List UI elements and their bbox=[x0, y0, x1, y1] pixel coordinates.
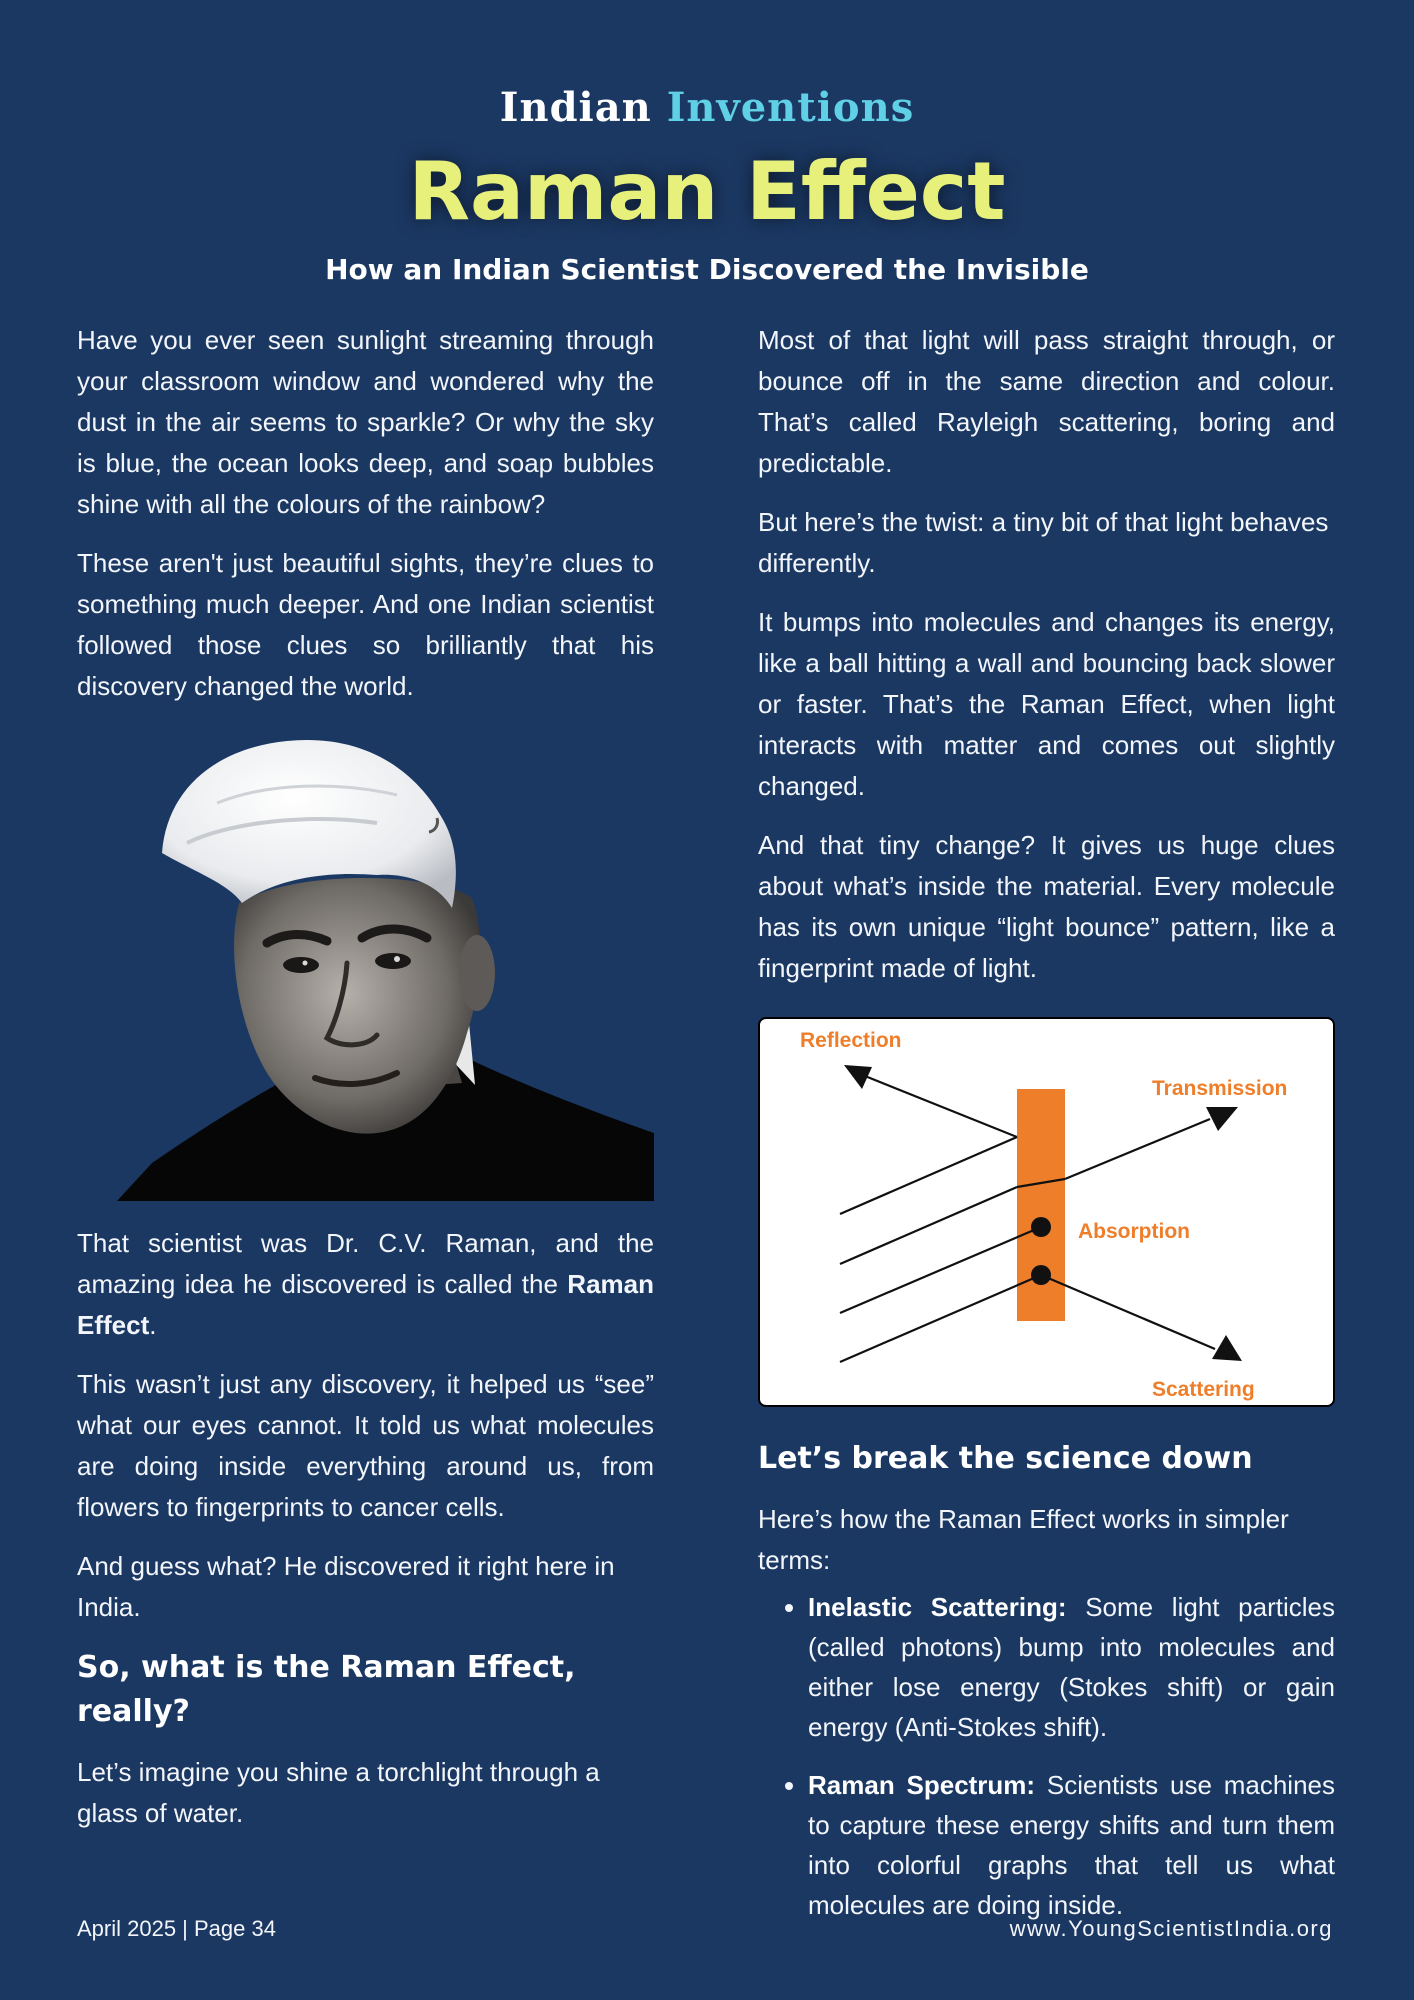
raman-effect-bold: Raman Effect bbox=[77, 1269, 654, 1340]
kicker-word-indian: Indian bbox=[499, 84, 652, 131]
section-kicker bbox=[0, 80, 1414, 136]
ray-line bbox=[840, 1227, 1041, 1313]
bullet-inelastic-scattering bbox=[808, 1587, 1335, 1747]
bullet-text: Scientists use machines to capture these energy shifts and turn them into colorful graphs that tell us what molecules are doing inside. bbox=[808, 1770, 1335, 1920]
scattering-arrowhead bbox=[1212, 1335, 1242, 1361]
absorption-dot bbox=[1031, 1217, 1051, 1237]
transmission-label: Transmission bbox=[1152, 1077, 1288, 1100]
break-down-heading: Let’s break the science down bbox=[758, 1441, 1253, 1476]
ray-line bbox=[840, 1137, 1017, 1214]
diagram-svg bbox=[760, 1019, 1333, 1405]
light-interaction-diagram bbox=[758, 1017, 1335, 1407]
portrait-illustration bbox=[77, 733, 654, 1201]
bullet-raman-spectrum bbox=[808, 1765, 1335, 1925]
twist-paragraph: But here’s the twist: a tiny bit of that light behaves differently. bbox=[758, 507, 1329, 578]
torchlight-paragraph: Let’s imagine you shine a torchlight through a glass of water. bbox=[77, 1757, 600, 1828]
raman-intro-period: . bbox=[149, 1310, 157, 1340]
raman-intro-text: That scientist was Dr. C.V. Raman, and the amazing idea he discovered is called the bbox=[77, 1228, 654, 1299]
clues-paragraph: These aren't just beautiful sights, they’re clues to something much deeper. And one Indian scientist followed those clues so brilliantly that his discovery changed the world. bbox=[77, 548, 654, 701]
material-slab bbox=[1017, 1089, 1065, 1321]
cv-raman-portrait bbox=[77, 733, 654, 1201]
left-column bbox=[77, 320, 654, 1852]
scattering-label: Scattering bbox=[1152, 1378, 1255, 1401]
reflection-label: Reflection bbox=[800, 1029, 902, 1052]
bullet-term: Inelastic Scattering: bbox=[808, 1592, 1067, 1622]
kicker-word-inventions: Inventions bbox=[666, 84, 915, 131]
page-subtitle: How an Indian Scientist Discovered the Invisible bbox=[325, 253, 1089, 286]
raman-intro-paragraph bbox=[77, 1223, 654, 1346]
simpler-terms-paragraph: Here’s how the Raman Effect works in simpler terms: bbox=[758, 1504, 1289, 1575]
what-is-heading: So, what is the Raman Effect, really? bbox=[77, 1650, 576, 1729]
transmission-ray bbox=[1065, 1119, 1210, 1179]
bullet-text: Some light particles (called photons) bump into molecules and either lose energy (Stokes shift) or gain energy (Anti-Stokes shift). bbox=[808, 1592, 1335, 1742]
absorption-label: Absorption bbox=[1078, 1220, 1190, 1243]
discovery-paragraph: This wasn’t just any discovery, it helped us “see” what our eyes cannot. It told us what molecules are doing inside everything around us, from flowers to fingerprints to cancer cells. bbox=[77, 1369, 654, 1522]
footer-website: www.YoungScientistIndia.org bbox=[1009, 1916, 1333, 1941]
right-column bbox=[758, 320, 1335, 1943]
scattering-ray bbox=[1041, 1275, 1215, 1349]
ray-line bbox=[840, 1275, 1041, 1362]
footer-date-page: April 2025 | Page 34 bbox=[77, 1916, 276, 1941]
transmission-arrowhead bbox=[1206, 1107, 1238, 1131]
raman-explain-paragraph: It bumps into molecules and changes its energy, like a ball hitting a wall and bouncing back slower or faster. That’s the Raman Effect, when light interacts with matter and comes out slightly changed. bbox=[758, 607, 1335, 801]
science-bullet-list bbox=[758, 1587, 1335, 1925]
ray-line bbox=[840, 1187, 1017, 1264]
reflection-ray bbox=[860, 1074, 1017, 1137]
intro-paragraph: Have you ever seen sunlight streaming through your classroom window and wondered why the dust in the air seems to sparkle? Or why the sky is blue, the ocean looks deep, and soap bubbles shine with all the colours of the rainbow? bbox=[77, 325, 654, 519]
bullet-term: Raman Spectrum: bbox=[808, 1770, 1036, 1800]
page-header bbox=[0, 80, 1414, 290]
india-paragraph: And guess what? He discovered it right here in India. bbox=[77, 1551, 615, 1622]
rayleigh-paragraph: Most of that light will pass straight through, or bounce off in the same direction and colour. That’s called Rayleigh scattering, boring and predictable. bbox=[758, 325, 1335, 478]
fingerprint-paragraph: And that tiny change? It gives us huge clues about what’s inside the material. Every molecule has its own unique “light bounce” pattern, like a fingerprint made of light. bbox=[758, 830, 1335, 983]
page-title: Raman Effect bbox=[408, 145, 1006, 238]
